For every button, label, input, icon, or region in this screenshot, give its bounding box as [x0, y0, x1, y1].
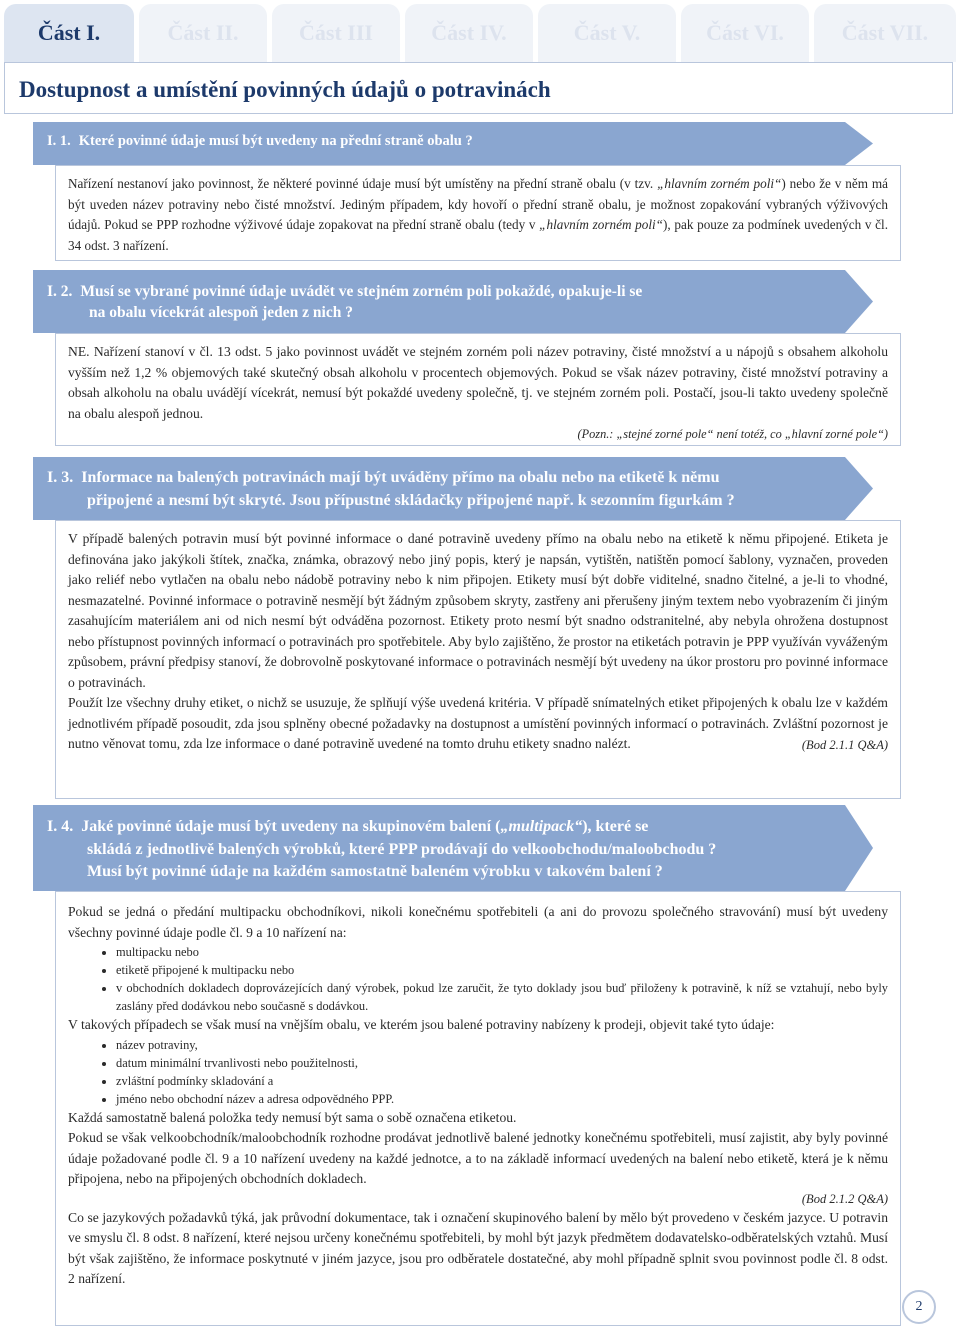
answer-box-4: [55, 891, 901, 1326]
answer-paragraph: Pokud se však velkoobchodník/maloobchodník rozhodne prodávat jednotlivě balené jednotky konečnému spotřebiteli, musí zajistit, aby byly povinné údaje požadované podle čl. 9 a 10 nařízení uvedeny na každé jednotce, a to na základě informací uvedených na balení nebo etiketě, která je k němu připojena, nebo na připojených obchodních dokladech.: [68, 1130, 888, 1186]
tab-part-1[interactable]: Část I.: [4, 4, 134, 62]
answer-box-3: [55, 520, 901, 799]
question-text-line-3: Musí být povinné údaje na každém samostatně baleném výrobku v takovém balení ?: [87, 863, 663, 880]
list-item: • multipacku nebo: [116, 943, 888, 961]
question-text-line-2: skládá z jednotlivě balených výrobků, které PPP prodávají do velkoobchodu/maloobchodu ?: [87, 840, 717, 858]
answer-paragraph: Použít lze všechny druhy etiket, o nichž se usuzuje, že splňují výše uvedená kritéria. V případě snímatelných etiket připojených k obalu lze v každém jednotlivém případě posoudit, zda jsou splněny obecné požadavky na dostupnost a umístění povinných informací o potravinách. Zvláštní pozornost je nutno věnovat tomu, zda lze informace o dané potravině uvedené na tomto druhu etikety snadno nalézt.: [68, 695, 888, 751]
list-item: • název potraviny,: [116, 1036, 888, 1054]
question-bar-3: [33, 457, 873, 520]
question-number: I. 2.: [47, 283, 73, 300]
answer-paragraph: V takových případech se však musí na vnějším obalu, ve kterém jsou balené potraviny nabízeny k prodeji, objevit také tyto údaje:: [68, 1017, 775, 1032]
question-number: I. 4.: [47, 818, 74, 835]
answer-box-1: [55, 165, 901, 261]
question-emphasis: „multipack“: [500, 818, 583, 835]
answer-text: NE. Nařízení stanoví v čl. 13 odst. 5 jako povinnost uvádět ve stejném zorném poli název potraviny, čisté množství a u nápojů s obsahem alkoholu vyšším než 1,2 % objemových také skutečný obsah alkoholu v procentech objemových. Pokud se však název potraviny, čisté množství potraviny a obsah alkoholu na obalu uvádějí vícekrát, nemusí být pokaždé uvedeny společně, tj. ve stejném zorném poli. Postačí, jsou-li takto uvedeny společně na obalu alespoň jednou.: [68, 344, 888, 421]
source-reference: (Bod 2.1.2 Q&A): [801, 1191, 888, 1206]
question-bar-2: [33, 270, 873, 333]
source-reference: (Bod 2.1.1 Q&A): [801, 737, 888, 752]
title-box: [4, 62, 953, 114]
question-number: I. 1.: [47, 133, 71, 149]
answer-paragraph: Co se jazykových požadavků týká, jak průvodní dokumentace, tak i označení skupinového balení by mělo být provedeno v českém jazyce. U potravin ve smyslu čl. 8 odst. 8 nařízení, které nejsou určeny konečnému spotřebiteli, by mohl být jazyk předmětem dodavatelsko-odběratelských vztahů. Musí být však zajištěno, že informace poskytnuté v jiném jazyce, jsou pro odběratele dostatečné, aby mohl případně splnit svou povinnost podle čl. 8 odst. 2 nařízení.: [68, 1209, 888, 1286]
source-row: [68, 1190, 888, 1208]
list-item: • v obchodních dokladech doprovázejících daný výrobek, pokud lze zaručit, že tyto doklady jsou buď přiloženy k potravině, k níž se vztahují, nebo byly zaslány před dodávkou nebo současně s dodávkou.: [116, 979, 888, 1015]
question-bar-1: [33, 122, 873, 165]
question-text-line-1: Informace na balených potravinách mají být uváděny přímo na obalu nebo na etiketě k němu: [81, 469, 720, 486]
question-text-line-1: Jaké povinné údaje musí být uvedeny na skupinovém balení (: [81, 818, 501, 835]
tab-part-5[interactable]: Část V.: [538, 4, 676, 62]
answer-box-2: [55, 333, 901, 446]
tab-part-2[interactable]: Část II.: [139, 4, 267, 62]
question-number: I. 3.: [47, 469, 74, 486]
page-title: Dostupnost a umístění povinných údajů o potravinách: [19, 77, 551, 102]
page-number: 2: [902, 1290, 936, 1324]
tab-bar: [0, 0, 960, 62]
list-item: • etiketě připojené k multipacku nebo: [116, 961, 888, 979]
tab-part-4[interactable]: Část IV.: [405, 4, 533, 62]
list-item: • jméno nebo obchodní název a adresa odpovědného PPP.: [116, 1090, 888, 1108]
answer-text: Nařízení nestanoví jako povinnost, že některé povinné údaje musí být umístěny na přední straně obalu (v tzv. „hlavním zorném poli“) nebo že v něm má být uveden název potraviny nebo čisté množství. Jediným případem, kdy hovoří o přední straně obalu, je možnost zopakování vybraných výživových údajů. Pokud se PPP rozhodne výživové údaje zopakovat na přední straně obalu (tedy v „hlavním zorném poli“), pak pouze za podmínek uvedených v čl. 34 odst. 3 nařízení.: [68, 176, 888, 253]
tab-part-3[interactable]: Část III: [272, 4, 400, 62]
answer-paragraph: Každá samostatně balená položka tedy nemusí být sama o sobě označena etiketou.: [68, 1109, 517, 1125]
question-text-line-2: připojené a nesmí být skryté. Jsou přípustné skládačky připojené např. k sezonním figurkám ?: [87, 492, 735, 509]
tab-part-6[interactable]: Část VI.: [681, 4, 809, 62]
question-text: Které povinné údaje musí být uvedeny na přední straně obalu ?: [78, 133, 473, 149]
tab-part-7[interactable]: Část VII.: [814, 4, 956, 62]
bullet-list-1: [68, 943, 888, 1015]
question-text-line-1-end: ), které se: [582, 818, 649, 835]
question-bar-4: [33, 805, 873, 891]
list-item: • datum minimální trvanlivosti nebo použitelnosti,: [116, 1054, 888, 1072]
bullet-list-2: [68, 1036, 888, 1108]
question-text-line-1: Musí se vybrané povinné údaje uvádět ve stejném zorném poli pokaždé, opakuje-li se: [80, 283, 643, 300]
question-text-line-2: na obalu vícekrát alespoň jeden z nich ?: [89, 304, 353, 321]
list-item: • zvláštní podmínky skladování a: [116, 1072, 888, 1090]
note: (Pozn.: „stejné zorné pole“ není totéž, co „hlavní zorné pole“): [577, 427, 888, 441]
answer-paragraph: V případě balených potravin musí být povinné informace o dané potravině uvedeny přímo na obalu nebo na etiketě k němu připojené. Etiketa je definována jako jakýkoli štítek, značka, známka, obrazový nebo jiný popis, který je napsán, vytištěn, natištěn pomocí šablony, vyznačen, proveden jako reliéf nebo vytlačen na obalu nebo nádobě potraviny nebo k nim připojen. Etikety musí být dobře viditelné, snadno čitelné, a je-li to vhodné, nesmazatelné. Povinné informace o potravině nesmějí být žádným způsobem skryty, zastřeny ani přerušeny jiným textem nebo vyobrazením či jiným zasahujícím materiálem ani od nich nesmí být odváděna pozornost. Etikety proto nesmí být snadno odstranitelné, aby nebyla ohrožena dostupnost nebo přístupnost povinných informací o potravinách pro spotřebitele. Aby bylo zajištěno, že prostor na etiketách potravin je PPP využíván vyváženým způsobem, právní předpisy stanoví, že dobrovolně poskytované informace o potravinách nesmějí být uvedeny na úkor prostoru pro povinné informace o potravinách.: [68, 531, 888, 690]
answer-paragraph: Pokud se jedná o předání multipacku obchodníkovi, nikoli konečnému spotřebiteli (a ani do provozu společného stravování) musí být uvedeny všechny povinné údaje podle čl. 9 a 10 nařízení na:: [68, 904, 888, 940]
